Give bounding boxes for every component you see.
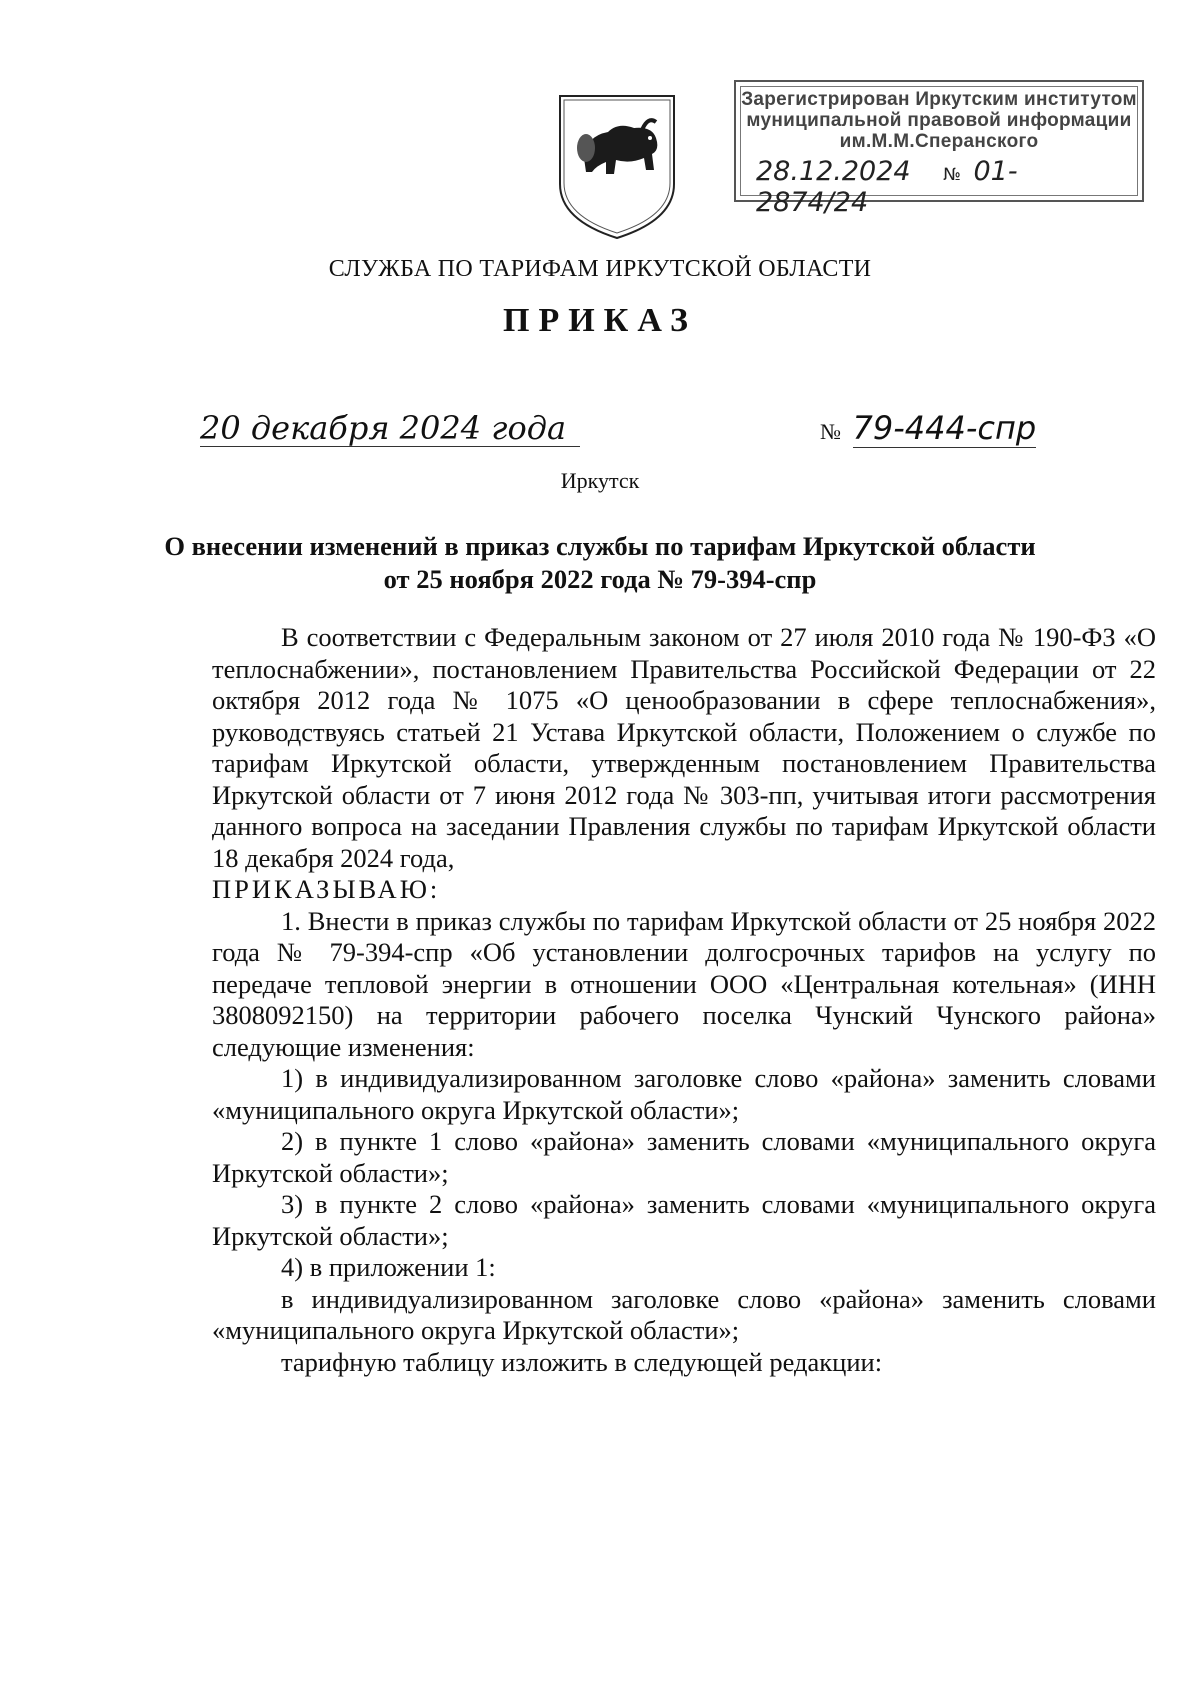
subitem-4: 4) в приложении 1: (281, 1252, 496, 1282)
coat-of-arms (556, 92, 678, 242)
stamp-line-1: Зарегистрирован Иркутским институтом (741, 89, 1137, 110)
document-type: ПРИКАЗ (503, 302, 697, 339)
order-number-value: 79-444-спр (852, 409, 1037, 447)
preamble-paragraph: В соответствии с Федеральным законом от 27 июля 2010 года № 190-ФЗ «О теплоснабжении», постановлением Правительства Российской Федерации от 22 октября 2012 года № 1075 «О ценообразовании в сфере теплоснабжения», руководствуясь статьей 21 Устава Иркутской области, Положением о службе по тарифам Иркутской области, утвержденным постановлением Правительства Иркутской области от 7 июня 2012 года № 303-пп, учитывая итоги рассмотрения данного вопроса на заседании Правления службы по тарифам Иркутской области 18 декабря 2024 года, (212, 622, 1156, 873)
registration-stamp (734, 80, 1144, 218)
irkutsk-coat-of-arms-icon (556, 92, 678, 242)
stamp-date: 28.12.2024 (756, 156, 911, 187)
stamp-line-3: им.М.М.Сперанского (839, 131, 1039, 152)
document-body (212, 622, 1156, 1378)
order-word: ПРИКАЗЫВАЮ: (212, 874, 441, 904)
subitem-3: 3) в пункте 2 слово «района» заменить словами «муниципального округа Иркутской области»; (212, 1189, 1156, 1251)
heading-line-1: О внесении изменений в приказ службы по тарифам Иркутской области (164, 531, 1036, 561)
order-number (820, 410, 1130, 450)
stamp-handwritten (756, 156, 1126, 218)
item-1: 1. Внести в приказ службы по тарифам Иркутской области от 25 ноября 2022 года № 79-394-спр «Об установлении долгосрочных тарифов на услугу по передаче тепловой энергии в отношении ООО «Центральная котельная» (ИНН 3808092150) на территории рабочего поселка Чунский Чунского района» следующие изменения: (212, 905, 1156, 1062)
document-heading (130, 530, 1070, 596)
stamp-no-label: № (943, 165, 961, 185)
stamp-line-2: муниципальной правовой информации (746, 110, 1132, 131)
order-number-label: № (820, 419, 841, 444)
heading-line-2: от 25 ноября 2022 года № 79-394-спр (383, 564, 817, 594)
agency-name: СЛУЖБА ПО ТАРИФАМ ИРКУТСКОЙ ОБЛАСТИ (328, 256, 872, 282)
subitem-4-heading-change: в индивидуализированном заголовке слово «района» заменить словами «муниципального округа Иркутской области»; (212, 1283, 1156, 1345)
subitem-2: 2) в пункте 1 слово «района» заменить словами «муниципального округа Иркутской области»; (212, 1126, 1156, 1188)
stamp-reg-number: 01-2874/24 (756, 156, 1018, 218)
order-date: 20 декабря 2024 года (200, 410, 580, 447)
city: Иркутск (560, 468, 640, 493)
subitem-1: 1) в индивидуализированном заголовке слово «района» заменить словами «муниципального округа Иркутской области»; (212, 1063, 1156, 1125)
subitem-4-table-intro: тарифную таблицу изложить в следующей редакции: (281, 1346, 883, 1377)
